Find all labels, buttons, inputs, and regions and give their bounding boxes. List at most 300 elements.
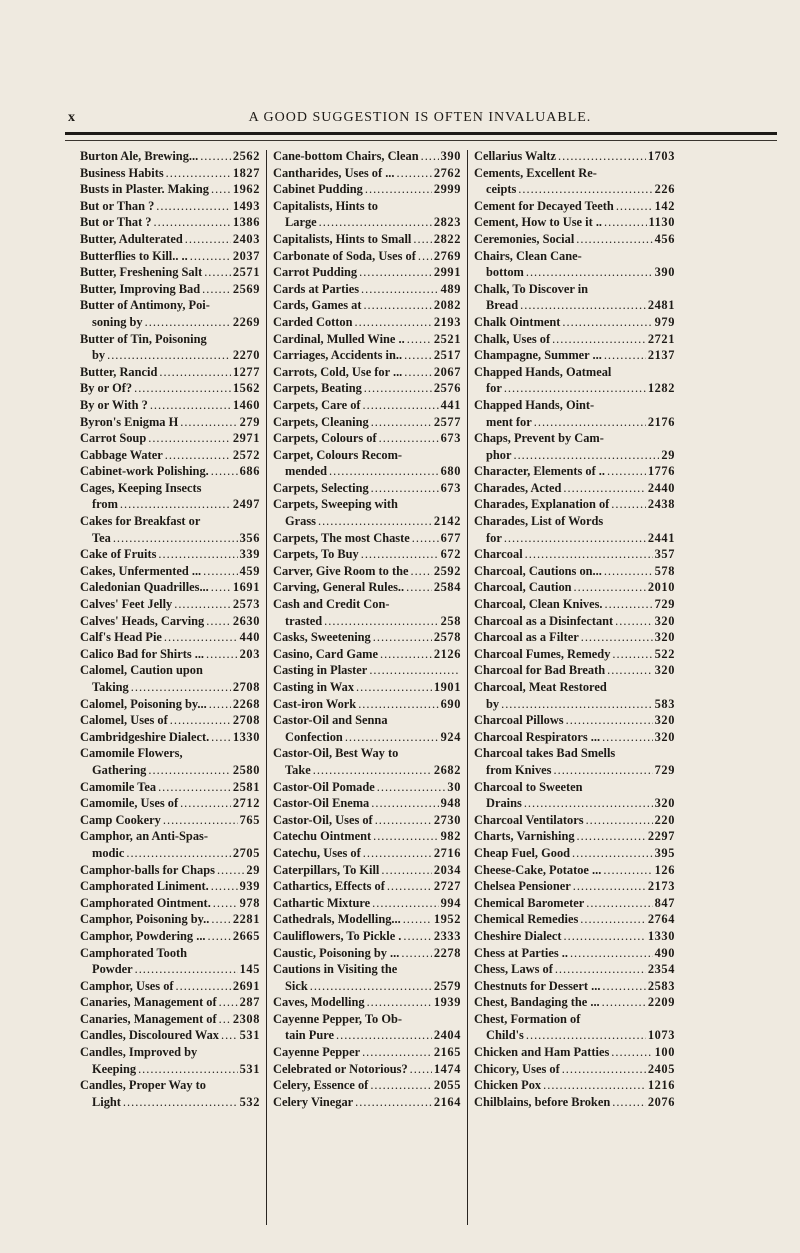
entry-page-number: 356	[239, 530, 260, 545]
entry-page-number: 2665	[232, 928, 260, 943]
dot-leader	[605, 596, 653, 613]
entry-title: by	[486, 696, 500, 711]
entry-line	[474, 596, 675, 613]
entry-title: Business Habits	[80, 165, 164, 180]
entry-line	[273, 1077, 461, 1094]
entry-title: Chess at Parties ..	[474, 945, 568, 960]
dot-leader	[370, 1077, 431, 1094]
index-entry	[474, 563, 675, 580]
entry-page-number: 390	[654, 265, 675, 280]
entry-line	[474, 961, 675, 978]
entry-title: Carver, Give Room to the	[273, 563, 409, 578]
index-entry	[474, 331, 675, 348]
entry-line	[80, 347, 260, 364]
entry-line	[273, 1061, 461, 1078]
entry-line	[80, 380, 260, 397]
entry-title: Cautions in Visiting the	[273, 962, 398, 977]
dot-leader	[148, 762, 230, 779]
entry-line	[273, 148, 461, 165]
column-divider	[266, 150, 267, 1225]
index-entry	[273, 928, 461, 945]
entry-title: Chalk, To Discover in	[474, 281, 589, 296]
index-entry	[273, 696, 461, 713]
entry-title: Candles, Improved by	[80, 1045, 198, 1060]
dot-leader	[371, 414, 432, 431]
dot-leader	[180, 414, 237, 431]
entry-title: Chicken and Ham Patties	[474, 1045, 610, 1060]
entry-title: Confection	[285, 729, 343, 744]
entry-title: Charcoal Pillows	[474, 713, 564, 728]
entry-line	[80, 579, 260, 596]
dot-leader	[219, 994, 238, 1011]
entry-title: Cambridgeshire Dialect.	[80, 729, 210, 744]
dot-leader	[554, 762, 653, 779]
index-entry	[80, 712, 260, 729]
dot-leader	[145, 314, 231, 331]
entry-line	[80, 646, 260, 663]
entry-title: Cayenne Pepper	[273, 1045, 361, 1060]
index-entry	[80, 148, 260, 165]
entry-line	[474, 1094, 675, 1111]
index-entry	[474, 214, 675, 231]
entry-page-number: 531	[239, 1061, 260, 1076]
dot-leader	[363, 297, 431, 314]
entry-title: Camphor, an Anti-Spas-	[80, 829, 208, 844]
entry-line	[80, 463, 260, 480]
entry-line	[273, 248, 461, 265]
index-entry	[474, 546, 675, 563]
index-entry	[273, 198, 461, 231]
entry-line	[80, 414, 260, 431]
index-entry	[474, 430, 675, 463]
entry-line	[474, 563, 675, 580]
entry-title: Taking	[92, 680, 129, 694]
entry-line	[474, 181, 675, 198]
entry-page-number: 1474	[433, 1061, 461, 1076]
entry-page-number: 2517	[433, 348, 461, 363]
entry-title: Charades, Explanation of	[474, 497, 610, 512]
entry-title: Calves' Heads, Carving	[80, 613, 205, 628]
dot-leader	[345, 729, 439, 746]
entry-title: Catechu Ointment	[273, 829, 372, 844]
entry-page-number: 729	[654, 762, 675, 777]
entry-title: Celery Vinegar	[273, 1094, 354, 1109]
index-entry	[80, 828, 260, 861]
index-entry	[474, 928, 675, 945]
index-entry	[474, 1061, 675, 1078]
entry-line	[273, 895, 461, 912]
entry-title: trasted	[285, 613, 323, 628]
index-entry	[474, 712, 675, 729]
dot-leader	[135, 961, 238, 978]
entry-line	[80, 895, 260, 912]
entry-line	[273, 662, 461, 679]
entry-page-number: 2571	[232, 265, 260, 280]
index-entry	[273, 911, 461, 928]
entry-line	[80, 762, 260, 779]
dot-leader	[604, 347, 646, 364]
entry-title: Chest, Bandaging the ...	[474, 995, 600, 1010]
entry-page-number: 2592	[433, 563, 461, 578]
dot-leader	[380, 646, 432, 663]
index-entry	[474, 845, 675, 862]
entry-line	[474, 1044, 675, 1061]
dot-leader	[208, 928, 231, 945]
index-entry	[80, 364, 260, 381]
entry-title: Charcoal Respirators ...	[474, 729, 601, 744]
entry-page-number: 2577	[433, 414, 461, 429]
dot-leader	[371, 795, 438, 812]
entry-title: Chapped Hands, Oint-	[474, 397, 595, 412]
entry-title: Camphor, Poisoning by..	[80, 912, 210, 927]
dot-leader	[372, 895, 438, 912]
entry-page-number: 1703	[647, 149, 675, 163]
dot-leader	[217, 862, 244, 879]
entry-title: Capitalists, Hints to Small	[273, 231, 412, 246]
entry-title: Casting in Plaster	[273, 663, 368, 678]
entry-line	[273, 1094, 461, 1111]
entry-line	[474, 978, 675, 995]
dot-leader	[204, 264, 231, 281]
entry-title: soning by	[92, 314, 143, 329]
entry-title: Busts in Plaster. Making	[80, 182, 209, 197]
entry-page-number: 924	[440, 729, 461, 744]
entry-page-number: 1952	[433, 912, 461, 927]
entry-line	[474, 231, 675, 248]
index-entry	[474, 314, 675, 331]
index-entry	[80, 380, 260, 397]
entry-line	[80, 1061, 260, 1078]
dot-leader	[375, 812, 432, 829]
entry-line	[474, 1061, 675, 1078]
entry-line	[80, 231, 260, 248]
entry-page-number: 2721	[647, 331, 675, 346]
entry-line	[474, 331, 675, 348]
entry-line	[80, 911, 260, 928]
index-entry	[273, 496, 461, 529]
entry-title: Chapped Hands, Oatmeal	[474, 364, 612, 379]
index-entry	[474, 248, 675, 281]
entry-line	[273, 297, 461, 314]
index-entry	[474, 994, 675, 1011]
dot-leader	[134, 380, 231, 397]
entry-line	[273, 463, 461, 480]
dot-leader	[558, 148, 646, 165]
index-entry	[474, 812, 675, 829]
index-entry	[474, 895, 675, 912]
entry-line	[80, 264, 260, 281]
dot-leader	[159, 364, 230, 381]
dot-leader	[163, 812, 238, 829]
index-entry	[80, 613, 260, 630]
entry-line	[273, 480, 461, 497]
index-entry	[273, 364, 461, 381]
entry-page-number: 489	[440, 281, 461, 296]
dot-leader	[552, 331, 646, 348]
entry-title: Powder	[92, 962, 133, 977]
entry-page-number: 673	[440, 431, 461, 446]
index-entry	[80, 331, 260, 364]
entry-page-number: 2999	[433, 182, 461, 197]
index-entry	[474, 198, 675, 215]
dot-leader	[200, 148, 231, 165]
entry-page-number: 2576	[433, 381, 461, 396]
entry-title: Chaps, Prevent by Cam-	[474, 431, 604, 446]
entry-page-number: 100	[654, 1045, 675, 1060]
dot-leader	[401, 945, 431, 962]
index-entry	[273, 579, 461, 596]
entry-title: Champagne, Summer ...	[474, 348, 602, 363]
entry-page-number: 490	[654, 945, 675, 960]
entry-title: Ceremonies, Social	[474, 231, 575, 246]
index-entry	[474, 828, 675, 845]
entry-page-number: 1776	[647, 464, 675, 479]
entry-title: Carrot Pudding	[273, 265, 358, 280]
entry-title: Carpets, The most Chaste	[273, 530, 410, 545]
entry-title: Charcoal to Sweeten	[474, 779, 583, 794]
index-entry	[273, 430, 461, 447]
entry-line	[273, 1027, 461, 1044]
index-entry	[80, 430, 260, 447]
entry-title: Caterpillars, To Kill	[273, 862, 380, 877]
dot-leader	[418, 248, 432, 265]
entry-page-number: 1330	[232, 729, 260, 744]
entry-line	[80, 546, 260, 563]
entry-title: Carpets, Cleaning	[273, 414, 369, 429]
entry-page-number: 2176	[647, 414, 675, 429]
entry-line	[80, 845, 260, 862]
entry-title: from	[92, 497, 118, 512]
entry-title: Chalk Ointment	[474, 314, 561, 329]
entry-line	[474, 314, 675, 331]
index-entry	[80, 646, 260, 663]
entry-page-number: 2580	[232, 762, 260, 777]
entry-page-number: 686	[239, 464, 260, 479]
dot-leader	[107, 347, 231, 364]
index-entry	[80, 231, 260, 248]
entry-title: Butterflies to Kill.. ..	[80, 248, 188, 263]
entry-title: Cakes, Unfermented ...	[80, 563, 202, 578]
entry-line	[80, 563, 260, 580]
entry-title: mended	[285, 464, 327, 479]
entry-page-number: 2209	[647, 995, 675, 1010]
entry-page-number: 126	[654, 862, 675, 877]
index-entry	[80, 214, 260, 231]
entry-page-number: 2270	[232, 348, 260, 363]
index-entry	[80, 696, 260, 713]
entry-title: Cements, Excellent Re-	[474, 165, 597, 180]
index-entry	[80, 546, 260, 563]
dot-leader	[607, 463, 646, 480]
index-entry	[273, 1044, 461, 1061]
index-entry	[273, 895, 461, 912]
dot-leader	[190, 248, 231, 265]
dot-leader	[170, 712, 231, 729]
dot-leader	[148, 430, 231, 447]
entry-page-number: 2142	[433, 514, 461, 529]
dot-leader	[611, 1044, 652, 1061]
entry-title: Castor-Oil, Uses of	[273, 812, 373, 827]
index-entry	[273, 812, 461, 829]
dot-leader	[586, 812, 653, 829]
index-entry	[273, 414, 461, 431]
entry-page-number: 2333	[433, 928, 461, 943]
entry-line	[80, 1094, 260, 1111]
index-entry	[474, 662, 675, 679]
index-entry	[80, 928, 260, 945]
entry-line	[474, 712, 675, 729]
entry-line	[80, 978, 260, 995]
entry-page-number: 948	[440, 796, 461, 811]
dot-leader	[564, 928, 646, 945]
entry-page-number: 2173	[647, 879, 675, 894]
entry-title: Camphor, Uses of	[80, 978, 174, 993]
entry-page-number: 2521	[433, 331, 461, 346]
entry-title: By or With ?	[80, 397, 148, 412]
entry-title: Candles, Discoloured Wax	[80, 1028, 219, 1043]
index-entry	[80, 862, 260, 879]
entry-line	[273, 629, 461, 646]
index-entry	[474, 729, 675, 746]
index-entry	[273, 264, 461, 281]
entry-title: Take	[285, 762, 311, 777]
entry-title: Camomile, Uses of	[80, 796, 179, 811]
entry-page-number: 320	[654, 663, 675, 678]
entry-line	[273, 696, 461, 713]
entry-line	[474, 530, 675, 547]
entry-line	[474, 447, 675, 464]
dot-leader	[407, 331, 432, 348]
entry-title: by	[92, 348, 106, 363]
dot-leader	[319, 214, 432, 231]
entry-page-number: 1460	[232, 397, 260, 412]
entry-line	[474, 629, 675, 646]
entry-line	[474, 347, 675, 364]
entry-title: Camphorated Ointment.	[80, 895, 211, 910]
dot-leader	[361, 546, 439, 563]
entry-title: Charcoal as a Filter	[474, 630, 579, 645]
entry-title: Butter, Rancid	[80, 364, 158, 379]
header-rule-thin	[65, 140, 777, 141]
index-entry	[273, 165, 461, 182]
entry-title: ment for	[486, 414, 532, 429]
entry-title: for	[486, 530, 502, 545]
dot-leader	[611, 496, 646, 513]
entry-title: Butter, Adulterated	[80, 231, 183, 246]
entry-line	[474, 613, 675, 630]
entry-page-number: 2404	[433, 1028, 461, 1043]
dot-leader	[581, 629, 653, 646]
entry-page-number: 2764	[647, 912, 675, 927]
entry-line	[474, 812, 675, 829]
entry-title: Casino, Card Game	[273, 646, 378, 661]
index-entry	[474, 779, 675, 812]
dot-leader	[355, 314, 432, 331]
dot-leader	[381, 862, 431, 879]
dot-leader	[570, 945, 653, 962]
entry-title: Cement, How to Use it ..	[474, 215, 603, 230]
entry-page-number: 459	[239, 563, 260, 578]
entry-title: Capitalists, Hints to	[273, 198, 378, 213]
entry-title: Charcoal Ventilators	[474, 812, 584, 827]
dot-leader	[154, 214, 231, 231]
entry-line	[80, 214, 260, 231]
entry-title: Butter of Antimony, Poi-	[80, 298, 210, 313]
dot-leader	[602, 978, 645, 995]
dot-leader	[604, 563, 653, 580]
index-entry	[474, 1094, 675, 1111]
entry-title: Cantharides, Uses of ...	[273, 165, 395, 180]
entry-page-number: 2438	[647, 497, 675, 512]
entry-title: Chess, Laws of	[474, 962, 553, 977]
index-entry	[273, 447, 461, 480]
entry-title: Carpets, Colours of	[273, 431, 377, 446]
entry-line	[80, 148, 260, 165]
entry-line	[474, 380, 675, 397]
entry-page-number: 2991	[433, 265, 461, 280]
index-entry	[474, 165, 675, 198]
index-entry	[80, 414, 260, 431]
entry-line	[474, 862, 675, 879]
entry-line	[80, 364, 260, 381]
dot-leader	[525, 546, 653, 563]
entry-page-number: 279	[239, 414, 260, 429]
entry-line	[474, 662, 675, 679]
entry-line	[273, 364, 461, 381]
entry-title: Cheap Fuel, Good	[474, 845, 571, 860]
dot-leader	[572, 845, 653, 862]
entry-page-number: 690	[440, 696, 461, 711]
entry-page-number: 2354	[647, 962, 675, 977]
index-entry	[80, 1044, 260, 1077]
entry-line	[474, 546, 675, 563]
entry-page-number: 2822	[433, 231, 461, 246]
entry-page-number: 2708	[232, 713, 260, 728]
dot-leader	[520, 297, 646, 314]
entry-line	[474, 1077, 675, 1094]
entry-page-number: 1073	[647, 1028, 675, 1043]
index-entry	[474, 911, 675, 928]
entry-title: Castor-Oil and Senna	[273, 713, 388, 728]
entry-line	[80, 795, 260, 812]
entry-page-number: 2705	[232, 845, 260, 860]
entry-page-number: 320	[654, 729, 675, 744]
entry-title: Castor-Oil Enema	[273, 796, 370, 811]
entry-page-number: 532	[239, 1094, 260, 1109]
entry-page-number: 979	[654, 314, 675, 329]
dot-leader	[126, 845, 230, 862]
entry-title: Cathartics, Effects of	[273, 879, 385, 894]
entry-title: Caves, Modelling	[273, 995, 365, 1010]
dot-leader	[369, 662, 459, 679]
entry-title: Charcoal for Bad Breath	[474, 663, 606, 678]
index-entry	[80, 397, 260, 414]
dot-leader	[176, 978, 231, 995]
dot-leader	[363, 397, 439, 414]
entry-line	[273, 331, 461, 348]
dot-leader	[324, 613, 438, 630]
index-entry	[273, 148, 461, 165]
entry-title: Butter, Freshening Salt	[80, 265, 203, 280]
index-entry	[80, 579, 260, 596]
dot-leader	[615, 613, 652, 630]
entry-line	[80, 712, 260, 729]
entry-title: Carpets, Sweeping with	[273, 497, 398, 512]
dot-leader	[185, 231, 231, 248]
entry-title: Cages, Keeping Insects	[80, 480, 202, 495]
entry-title: Chairs, Clean Cane-	[474, 248, 582, 263]
entry-line	[80, 1027, 260, 1044]
